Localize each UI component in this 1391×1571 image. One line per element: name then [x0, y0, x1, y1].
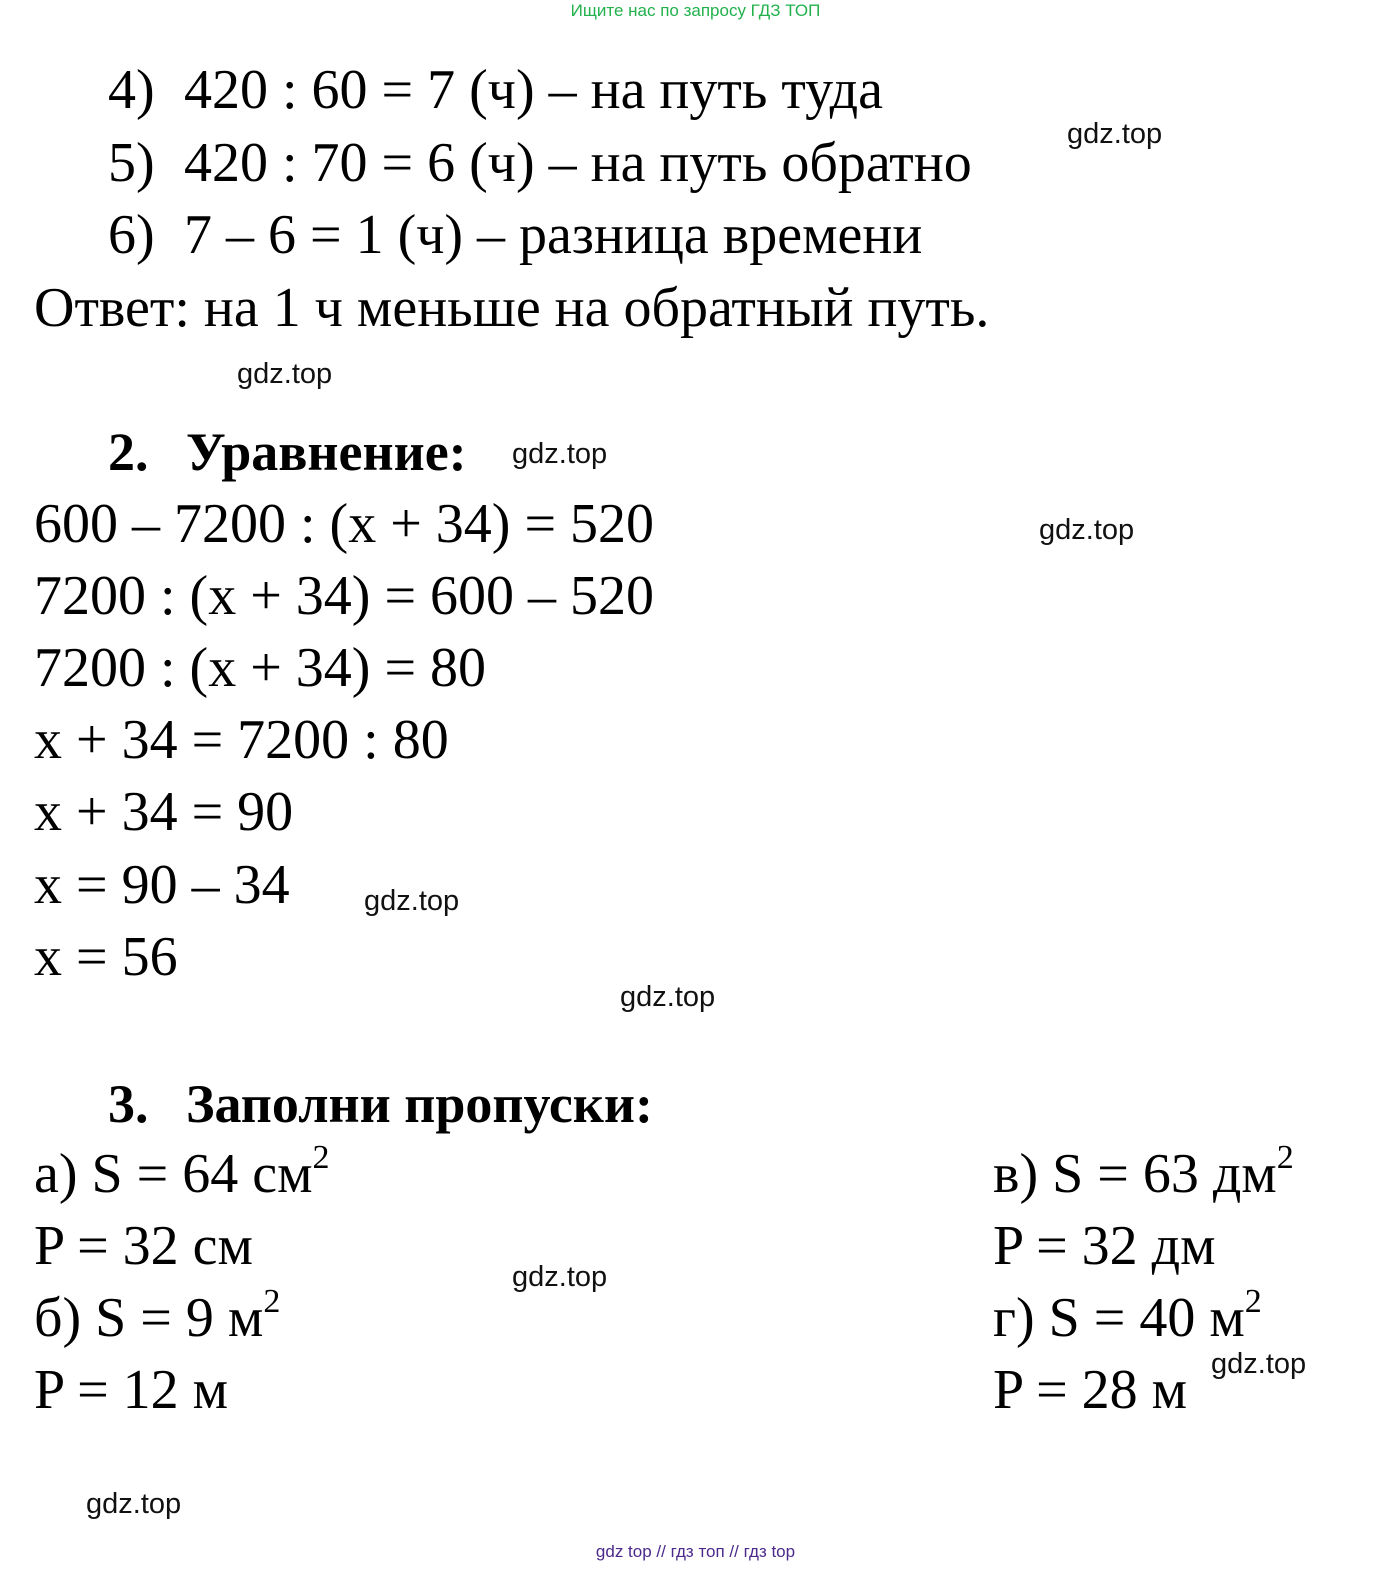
answer-a-area	[34, 1139, 330, 1206]
step-number: 6)	[108, 204, 155, 266]
equation-line: x = 56	[34, 926, 178, 988]
equation-line: 600 – 7200 : (x + 34) = 520	[34, 493, 655, 555]
step-line-4	[108, 58, 883, 122]
answer-b-perimeter: P = 12 м	[34, 1359, 229, 1421]
step-line-6	[108, 203, 922, 267]
area-text: в) S = 63 дм	[993, 1143, 1277, 1205]
equation-line: x + 34 = 90	[34, 781, 294, 843]
area-text: б) S = 9 м	[34, 1287, 264, 1349]
answer-v-area	[993, 1139, 1294, 1206]
answer-v-perimeter: P = 32 дм	[993, 1215, 1216, 1277]
square-power: 2	[312, 1139, 330, 1177]
task2-number: 2.	[108, 422, 149, 482]
equation-line: 7200 : (x + 34) = 80	[34, 637, 487, 699]
square-power: 2	[1244, 1283, 1262, 1321]
watermark: gdz.top	[237, 358, 333, 390]
task1-answer: Ответ: на 1 ч меньше на обратный путь.	[34, 277, 990, 339]
step-text: 7 – 6 = 1 (ч) – разница времени	[184, 204, 923, 266]
task2-title: Уравнение:	[186, 422, 467, 482]
square-power: 2	[263, 1283, 281, 1321]
step-number: 5)	[108, 132, 155, 194]
square-power: 2	[1276, 1139, 1294, 1177]
area-text: г) S = 40 м	[993, 1287, 1245, 1349]
step-text: 420 : 70 = 6 (ч) – на путь обратно	[184, 132, 972, 194]
answer-a-perimeter: P = 32 см	[34, 1215, 253, 1277]
watermark: gdz.top	[86, 1488, 182, 1520]
task3-heading	[108, 1072, 653, 1136]
watermark: gdz.top	[512, 438, 608, 470]
watermark: gdz.top	[620, 981, 716, 1013]
step-text: 420 : 60 = 7 (ч) – на путь туда	[184, 59, 883, 121]
equation-line: x + 34 = 7200 : 80	[34, 709, 449, 771]
equation-line: 7200 : (x + 34) = 600 – 520	[34, 565, 655, 627]
answer-g-area	[993, 1283, 1262, 1350]
top-banner-link[interactable]: Ищите нас по запросу ГДЗ ТОП	[570, 1, 821, 20]
step-number: 4)	[108, 59, 155, 121]
watermark: gdz.top	[1067, 118, 1163, 150]
task3-title: Заполни пропуски:	[186, 1074, 653, 1134]
watermark: gdz.top	[512, 1261, 608, 1293]
step-line-5	[108, 131, 972, 195]
watermark: gdz.top	[1039, 514, 1135, 546]
watermark: gdz.top	[364, 885, 460, 917]
answer-g-perimeter: P = 28 м	[993, 1359, 1188, 1421]
footer-links[interactable]: gdz top // гдз топ // гдз top	[595, 1542, 796, 1561]
answer-b-area	[34, 1283, 281, 1350]
watermark: gdz.top	[1211, 1348, 1307, 1380]
equation-line: x = 90 – 34	[34, 854, 290, 916]
task2-heading	[108, 420, 467, 484]
task3-number: 3.	[108, 1074, 149, 1134]
area-text: а) S = 64 см	[34, 1143, 313, 1205]
